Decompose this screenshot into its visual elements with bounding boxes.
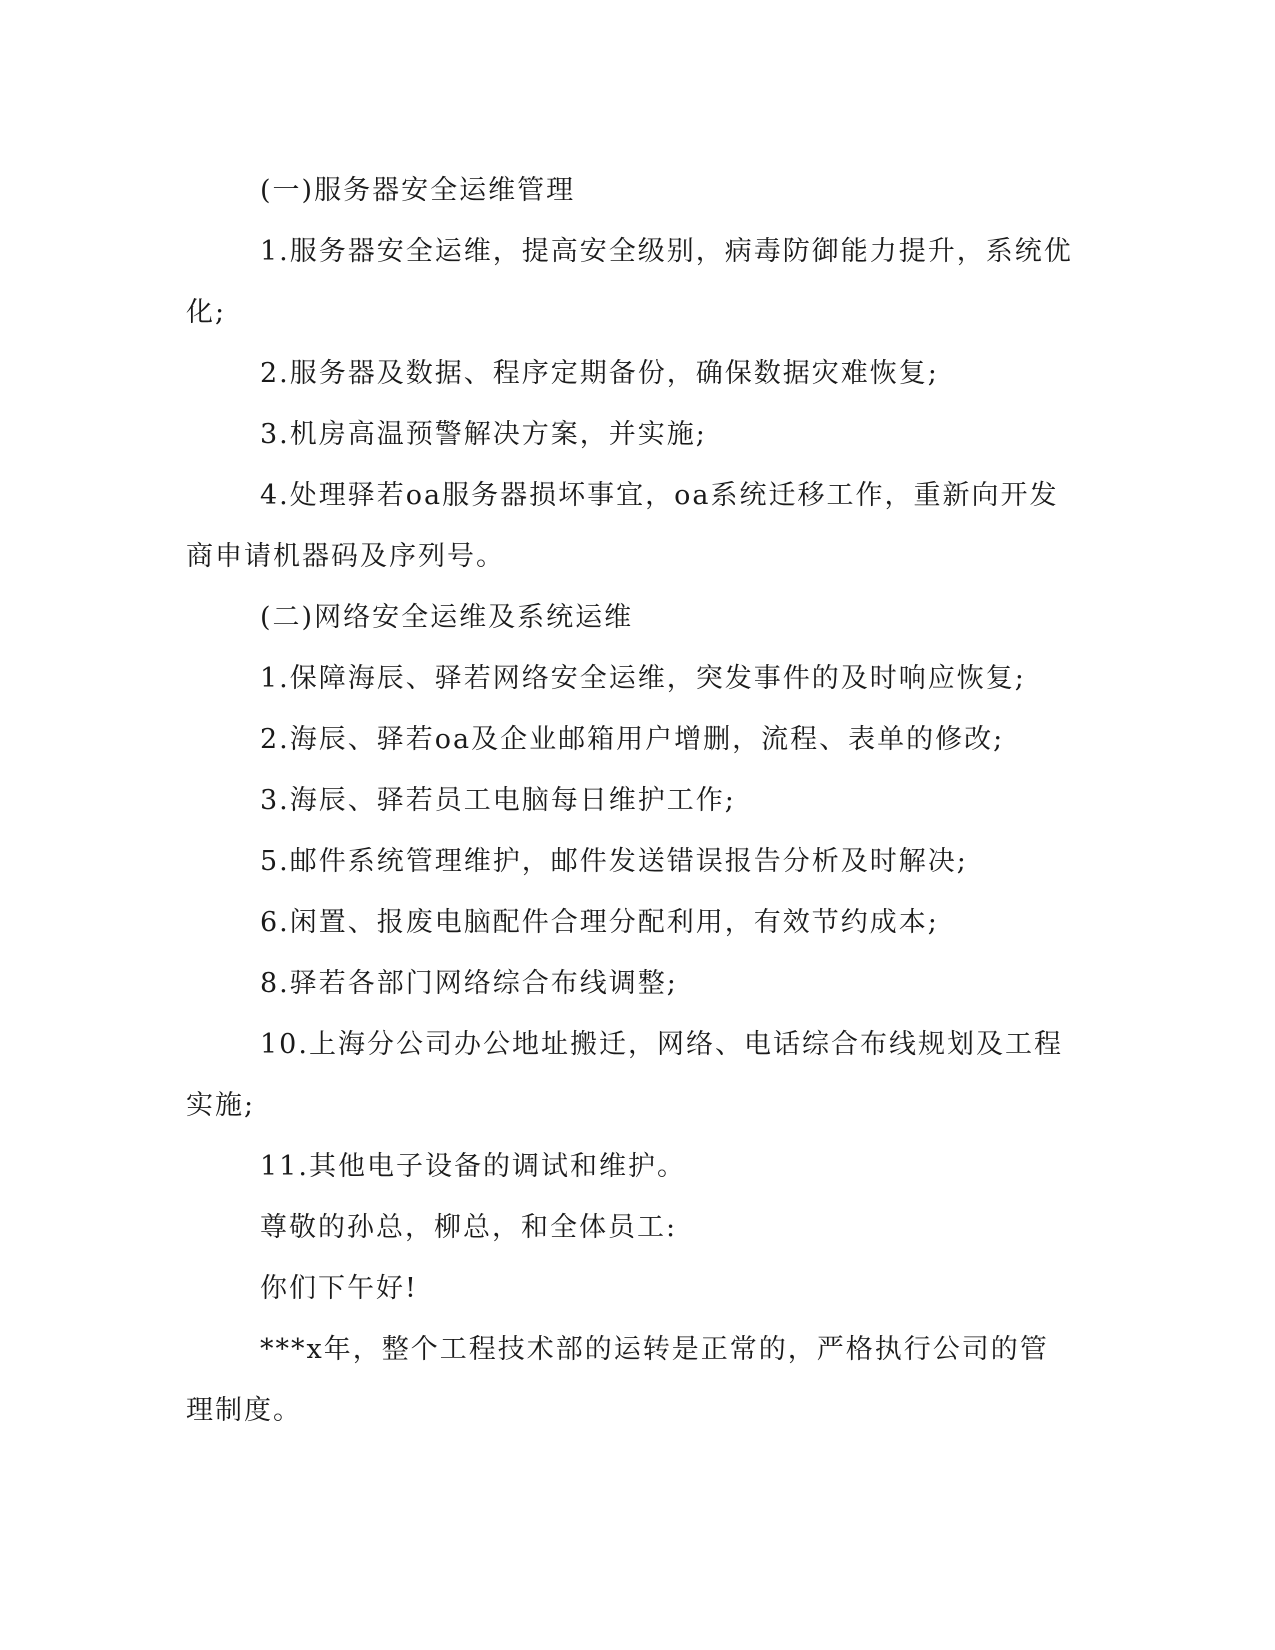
greeting: 你们下午好!	[260, 1273, 418, 1304]
list-item: 4.处理驿若oa服务器损坏事宜，oa系统迁移工作，重新向开发商申请机器码及序列号。	[186, 480, 1059, 572]
list-item: 1.保障海辰、驿若网络安全运维，突发事件的及时响应恢复;	[260, 663, 1026, 694]
list-item: 2.海辰、驿若oa及企业邮箱用户增删，流程、表单的修改;	[260, 724, 1005, 755]
section-heading-server: (一)服务器安全运维管理	[260, 175, 576, 206]
body-paragraph: ***x年，整个工程技术部的运转是正常的，严格执行公司的管理制度。	[186, 1334, 1049, 1426]
list-item: 3.机房高温预警解决方案，并实施;	[260, 419, 707, 450]
list-item: 6.闲置、报废电脑配件合理分配利用，有效节约成本;	[260, 907, 939, 938]
list-item: 8.驿若各部门网络综合布线调整;	[260, 968, 678, 999]
section-heading-network: (二)网络安全运维及系统运维	[260, 602, 634, 633]
list-item: 2.服务器及数据、程序定期备份，确保数据灾难恢复;	[260, 358, 939, 389]
salutation: 尊敬的孙总，柳总，和全体员工:	[260, 1212, 678, 1243]
list-item: 10.上海分公司办公地址搬迁，网络、电话综合布线规划及工程实施;	[186, 1029, 1063, 1121]
list-item: 11.其他电子设备的调试和维护。	[260, 1151, 686, 1182]
document-body	[186, 160, 1076, 1441]
list-item: 3.海辰、驿若员工电脑每日维护工作;	[260, 785, 736, 816]
list-item: 1.服务器安全运维，提高安全级别，病毒防御能力提升，系统优化;	[186, 236, 1073, 328]
list-item: 5.邮件系统管理维护，邮件发送错误报告分析及时解决;	[260, 846, 968, 877]
